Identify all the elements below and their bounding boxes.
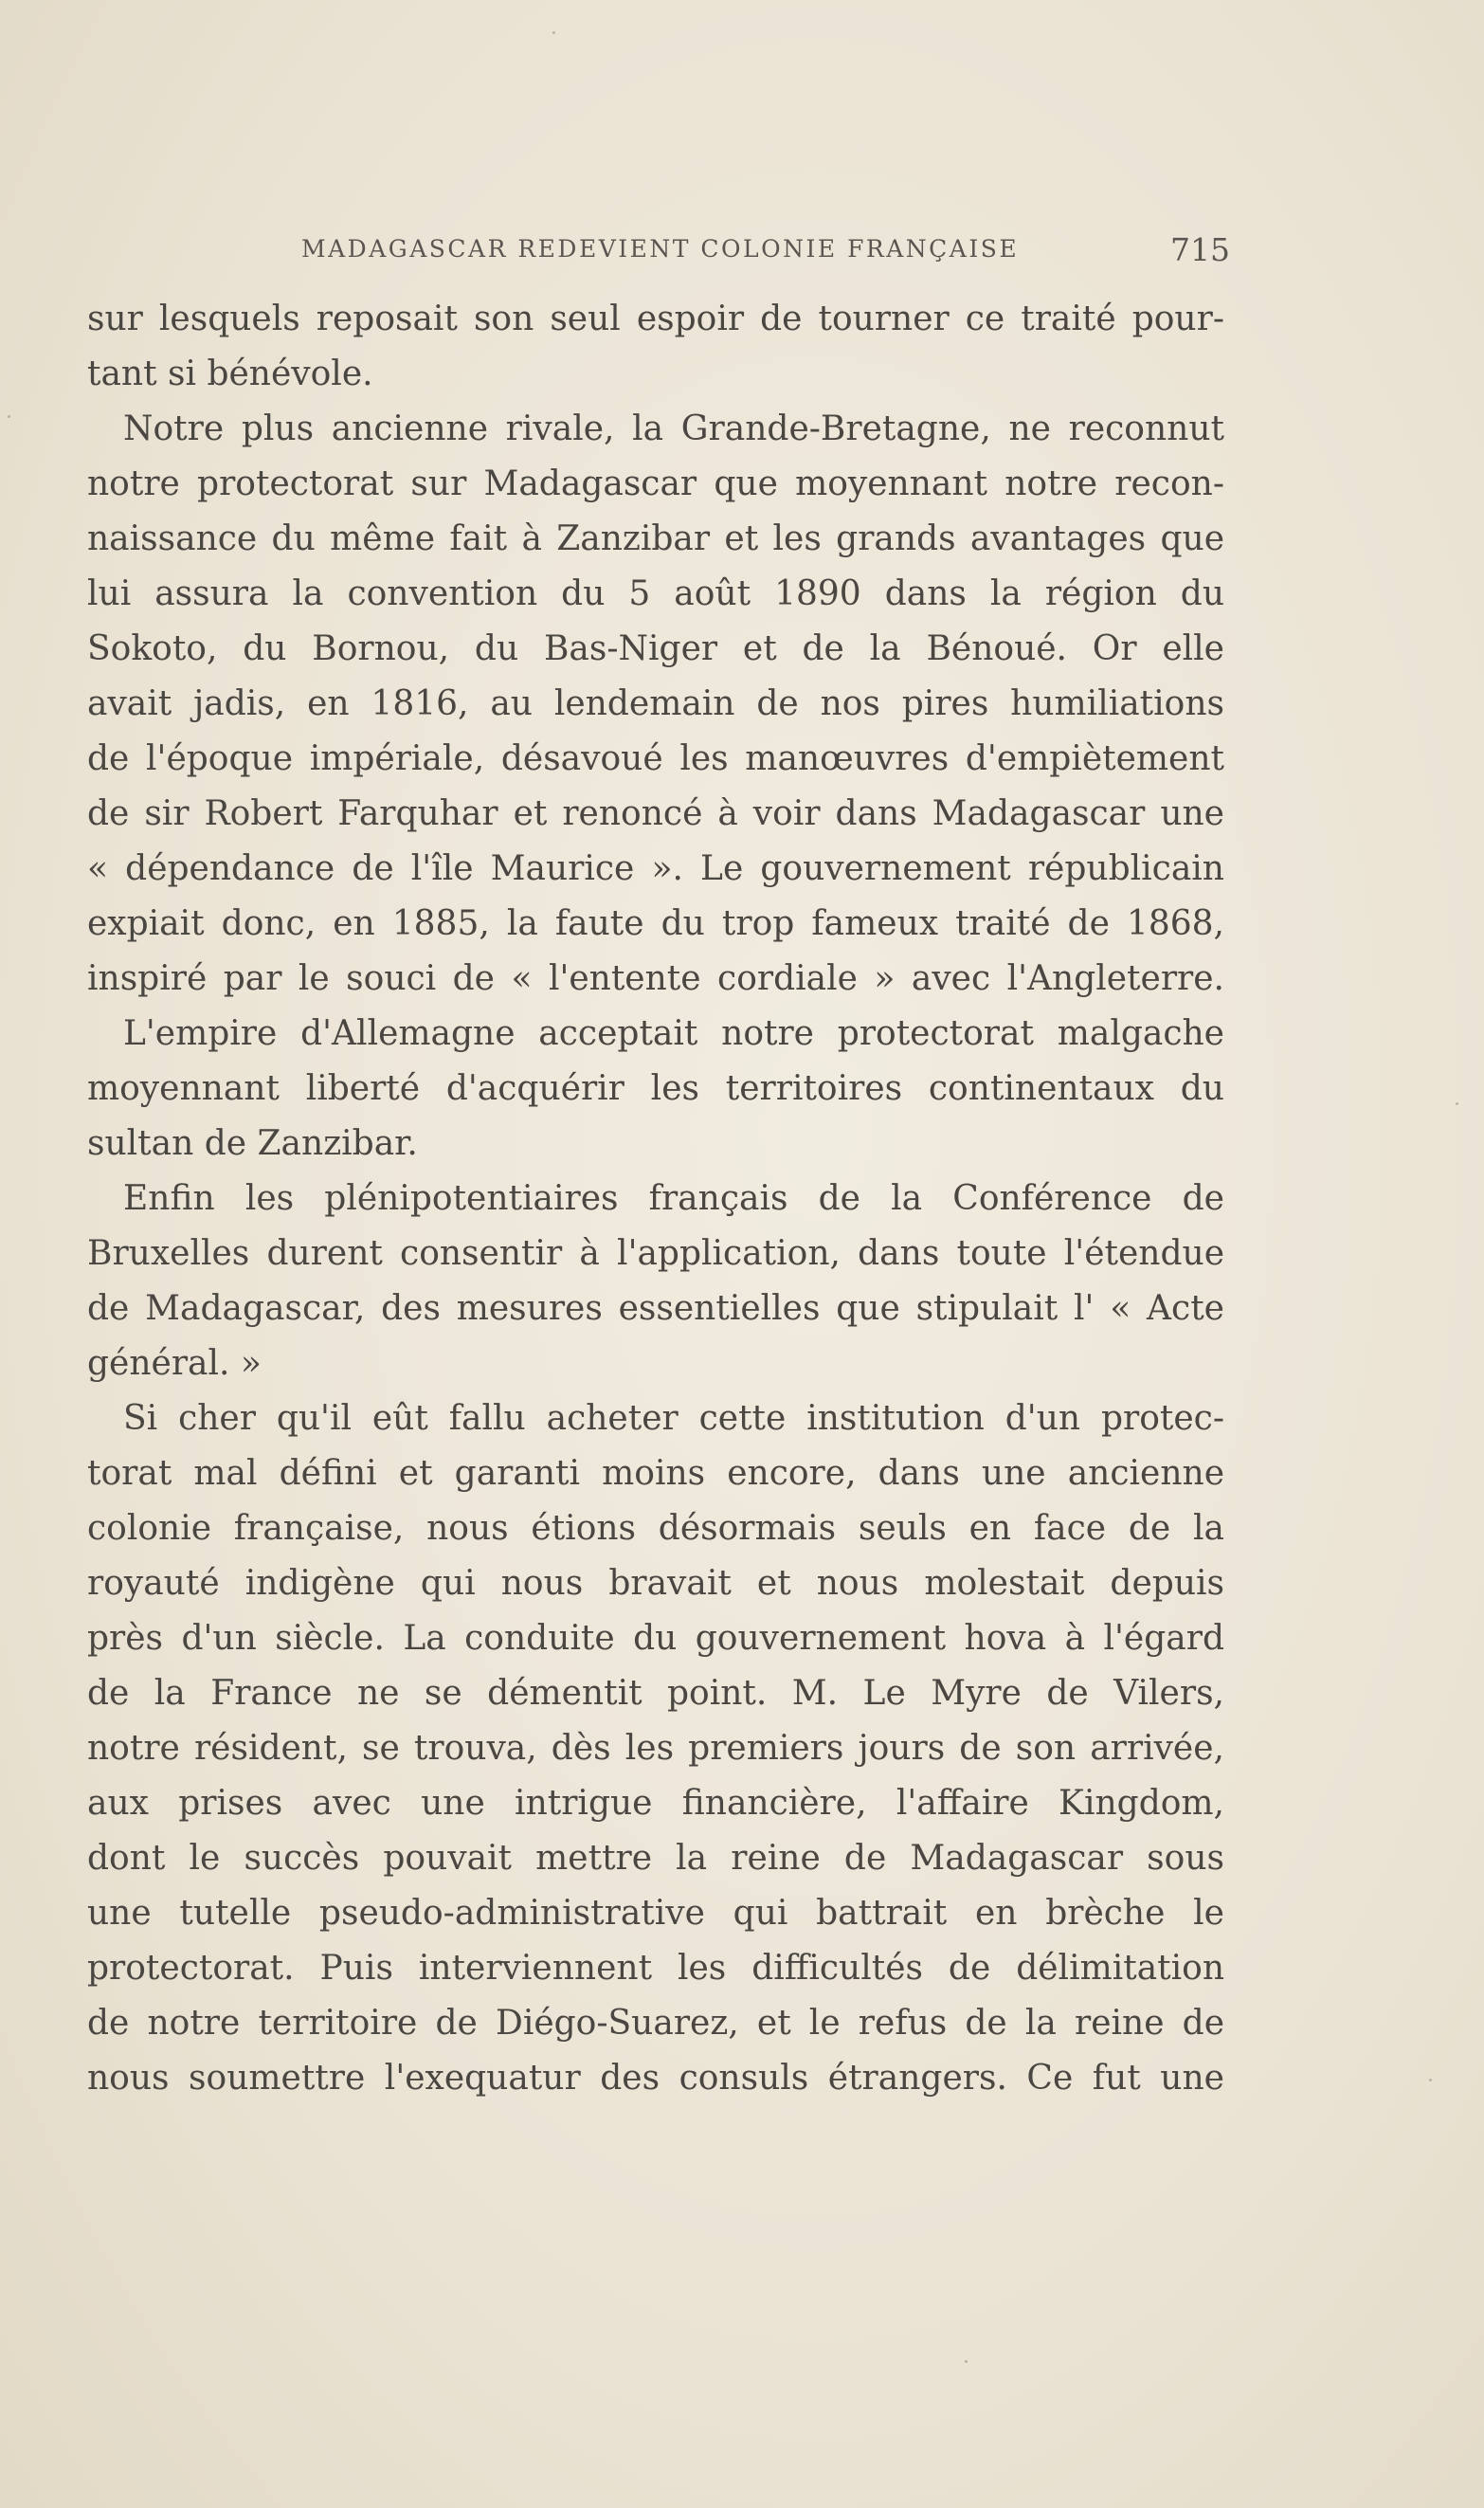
text-line: de l'époque impériale, désavoué les manœuvres d'empiètement	[87, 739, 1224, 778]
text-line: royauté indigène qui nous bravait et nous molestait depuis	[87, 1564, 1224, 1603]
text-line: notre protectorat sur Madagascar que moyennant notre recon-	[87, 464, 1224, 503]
text-line: tant si bénévole.	[87, 354, 373, 393]
text-line: sur lesquels reposait son seul espoir de tourner ce traité pour-	[87, 300, 1224, 338]
text-line: L'empire d'Allemagne acceptait notre protectorat malgache	[123, 1014, 1224, 1053]
text-line: près d'un siècle. La conduite du gouvernement hova à l'égard	[87, 1619, 1224, 1658]
text-line: sultan de Zanzibar.	[87, 1124, 418, 1163]
text-line: lui assura la convention du 5 août 1890 dans la région du	[87, 574, 1224, 613]
paragraph	[87, 1391, 1224, 2106]
text-line: notre résident, se trouva, dès les premiers jours de son arrivée,	[87, 1729, 1224, 1768]
paper-speck	[1429, 2079, 1432, 2081]
page-number: 715	[1170, 231, 1230, 268]
text-line: de sir Robert Farquhar et renoncé à voir dans Madagascar une	[87, 794, 1224, 833]
text-line: « dépendance de l'île Maurice ». Le gouvernement républicain	[87, 849, 1224, 888]
text-line: aux prises avec une intrigue financière, l'affaire Kingdom,	[87, 1784, 1224, 1823]
text-line: colonie française, nous étions désormais seuls en face de la	[87, 1509, 1224, 1548]
paper-speck	[1456, 1102, 1458, 1105]
paragraph	[87, 402, 1224, 1007]
paragraph	[87, 292, 1224, 402]
text-line: expiait donc, en 1885, la faute du trop fameux traité de 1868,	[87, 904, 1224, 943]
paper-speck	[8, 415, 10, 418]
text-line: protectorat. Puis interviennent les difficultés de délimitation	[87, 1949, 1224, 1988]
text-line: de notre territoire de Diégo-Suarez, et le refus de la reine de	[87, 2004, 1224, 2043]
text-line: général. »	[87, 1344, 262, 1383]
body-text	[87, 292, 1224, 2106]
text-line: moyennant liberté d'acquérir les territoires continentaux du	[87, 1069, 1224, 1108]
text-line: avait jadis, en 1816, au lendemain de nos pires humiliations	[87, 684, 1224, 723]
text-line: Si cher qu'il eût fallu acheter cette institution d'un protec-	[123, 1399, 1224, 1438]
running-head	[301, 231, 1230, 273]
text-line: Bruxelles durent consentir à l'application, dans toute l'étendue	[87, 1234, 1224, 1273]
text-line: dont le succès pouvait mettre la reine de Madagascar sous	[87, 1839, 1224, 1878]
text-line: naissance du même fait à Zanzibar et les grands avantages que	[87, 519, 1224, 558]
text-line: Sokoto, du Bornou, du Bas-Niger et de la Bénoué. Or elle	[87, 629, 1224, 668]
text-line: de Madagascar, des mesures essentielles que stipulait l' « Acte	[87, 1289, 1224, 1328]
running-title: MADAGASCAR REDEVIENT COLONIE FRANÇAISE	[301, 235, 1020, 263]
text-line: de la France ne se démentit point. M. Le Myre de Vilers,	[87, 1674, 1224, 1713]
text-line: une tutelle pseudo-administrative qui battrait en brèche le	[87, 1894, 1224, 1933]
paragraph	[87, 1007, 1224, 1172]
text-line: torat mal défini et garanti moins encore, dans une ancienne	[87, 1454, 1224, 1493]
text-line: Notre plus ancienne rivale, la Grande-Bretagne, ne reconnut	[123, 409, 1224, 448]
text-line: Enfin les plénipotentiaires français de la Conférence de	[123, 1179, 1224, 1218]
paragraph	[87, 1172, 1224, 1391]
text-line: nous soumettre l'exequatur des consuls étrangers. Ce fut une	[87, 2059, 1224, 2098]
paper-speck	[552, 31, 555, 34]
text-line: inspiré par le souci de « l'entente cordiale » avec l'Angleterre.	[87, 959, 1224, 998]
paper-speck	[965, 2360, 968, 2363]
